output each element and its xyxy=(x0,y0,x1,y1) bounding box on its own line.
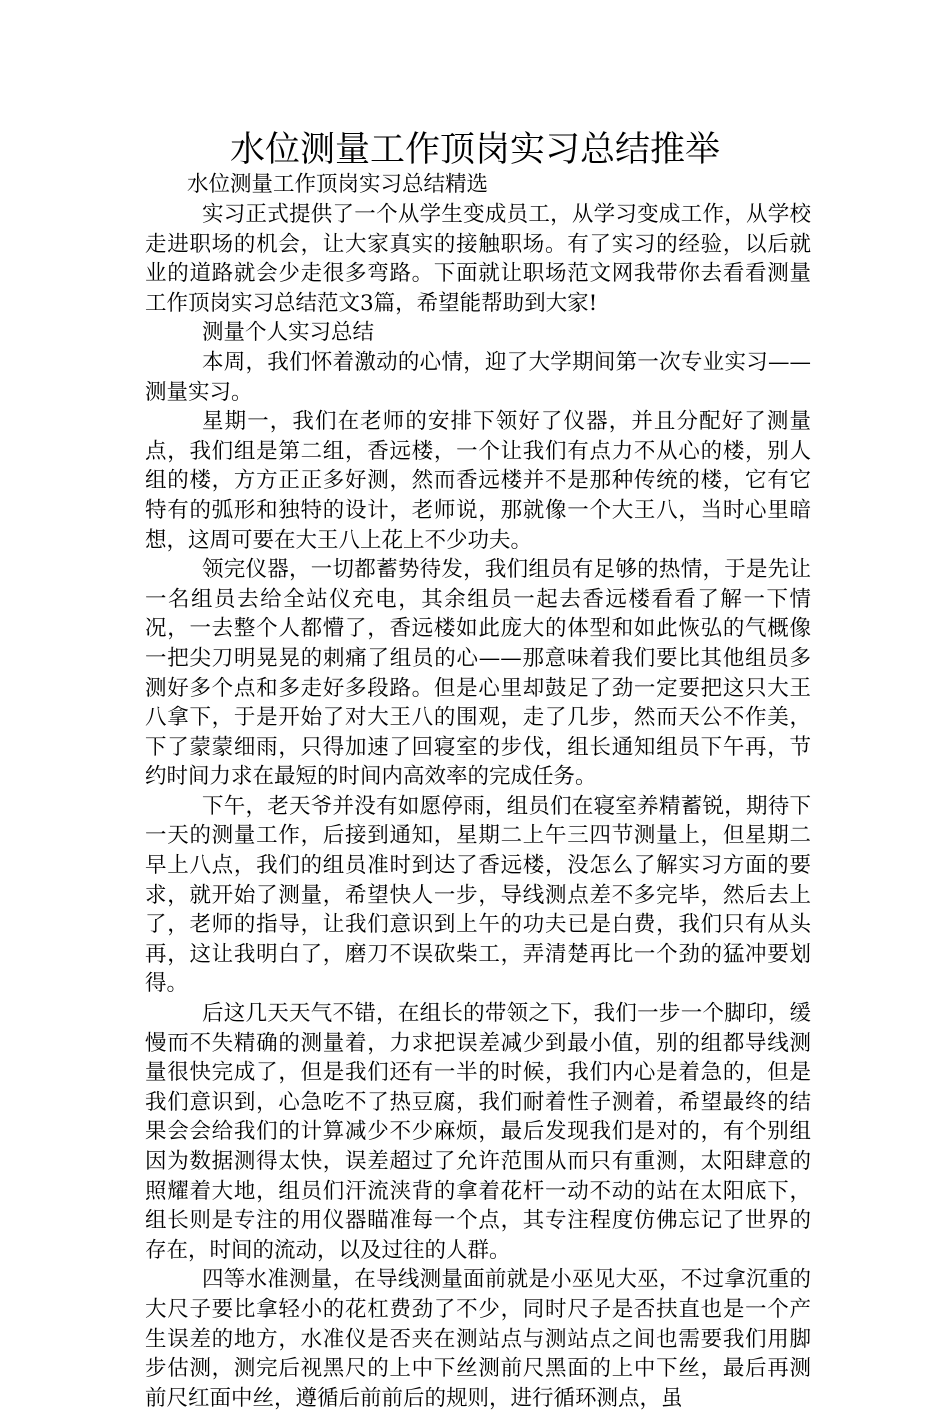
body-paragraph: 四等水准测量，在导线测量面前就是小巫见大巫，不过拿沉重的大尺子要比拿轻小的花杠费劲了不少，同时尺子是否扶直也是一个产生误差的地方，水准仪是否夹在测站点与测站点之间也需要我们用脚步估测，测完后视黑尺的上中下丝测前尺黑面的上中下丝，最后再测前尺红面中丝，遵循后前前后的规则，进行循环测点，虽 xyxy=(145,1267,811,1411)
intro-paragraph: 实习正式提供了一个从学生变成员工，从学习变成工作，从学校走进职场的机会，让大家真实的接触职场。有了实习的经验，以后就业的道路就会少走很多弯路。下面就让职场范文网我带你去看看测量工作顶岗实习总结范文3篇，希望能帮助到大家! xyxy=(145,202,811,316)
body-paragraph: 星期一，我们在老师的安排下领好了仪器，并且分配好了测量点，我们组是第二组，香远楼，一个让我们有点力不从心的楼，别人组的楼，方方正正多好测，然而香远楼并不是那种传统的楼，它有它特有的弧形和独特的设计，老师说，那就像一个大王八，当时心里暗想，这周可要在大王八上花上不少功夫。 xyxy=(145,409,811,553)
document-subtitle: 水位测量工作顶岗实习总结精选 xyxy=(187,172,489,197)
body-paragraph: 领完仪器，一切都蓄势待发，我们组员有足够的热情，于是先让一名组员去给全站仪充电，其余组员一起去香远楼看看了解一下情况，一去整个人都懵了，香远楼如此庞大的体型和如此恢弘的气概像一把尖刀明晃晃的刺痛了组员的心——那意味着我们要比其他组员多测好多个点和多走好多段路。但是心里却鼓足了劲一定要把这只大王八拿下，于是开始了对大王八的围观，走了几步，然而天公不作美，下了蒙蒙细雨，只得加速了回寝室的步伐，组长通知组员下午再，节约时间力求在最短的时间内高效率的完成任务。 xyxy=(145,557,811,790)
body-paragraph: 下午，老天爷并没有如愿停雨，组员们在寝室养精蓄锐，期待下一天的测量工作，后接到通知，星期二上午三四节测量上，但星期二早上八点，我们的组员准时到达了香远楼，没怎么了解实习方面的要求，就开始了测量，希望快人一步，导线测点差不多完毕，然后去上了，老师的指导，让我们意识到上午的功夫已是白费，我们只有从头再，这让我明白了，磨刀不误砍柴工，弄清楚再比一个劲的猛冲要划得。 xyxy=(145,793,811,997)
body-paragraph: 后这几天天气不错，在组长的带领之下，我们一步一个脚印，缓慢而不失精确的测量着，力求把误差减少到最小值，别的组都导线测量很快完成了，但是我们还有一半的时候，我们内心是着急的，但是我们意识到，心急吃不了热豆腐，我们耐着性子测着，希望最终的结果会会给我们的计算减少不少麻烦，最后发现我们是对的，有个别组因为数据测得太快，误差超过了允许范围从而只有重测，太阳肆意的照耀着大地，组员们汗流浃背的拿着花杆一动不动的站在太阳底下，组长则是专注的用仪器瞄准每一个点，其专注程度仿佛忘记了世界的存在，时间的流动，以及过往的人群。 xyxy=(145,1001,811,1263)
document-title: 水位测量工作顶岗实习总结推举 xyxy=(229,130,720,170)
document-body xyxy=(145,170,811,1413)
body-paragraph: 本周，我们怀着激动的心情，迎了大学期间第一次专业实习——测量实习。 xyxy=(145,349,811,405)
section-heading: 测量个人实习总结 xyxy=(202,320,375,346)
